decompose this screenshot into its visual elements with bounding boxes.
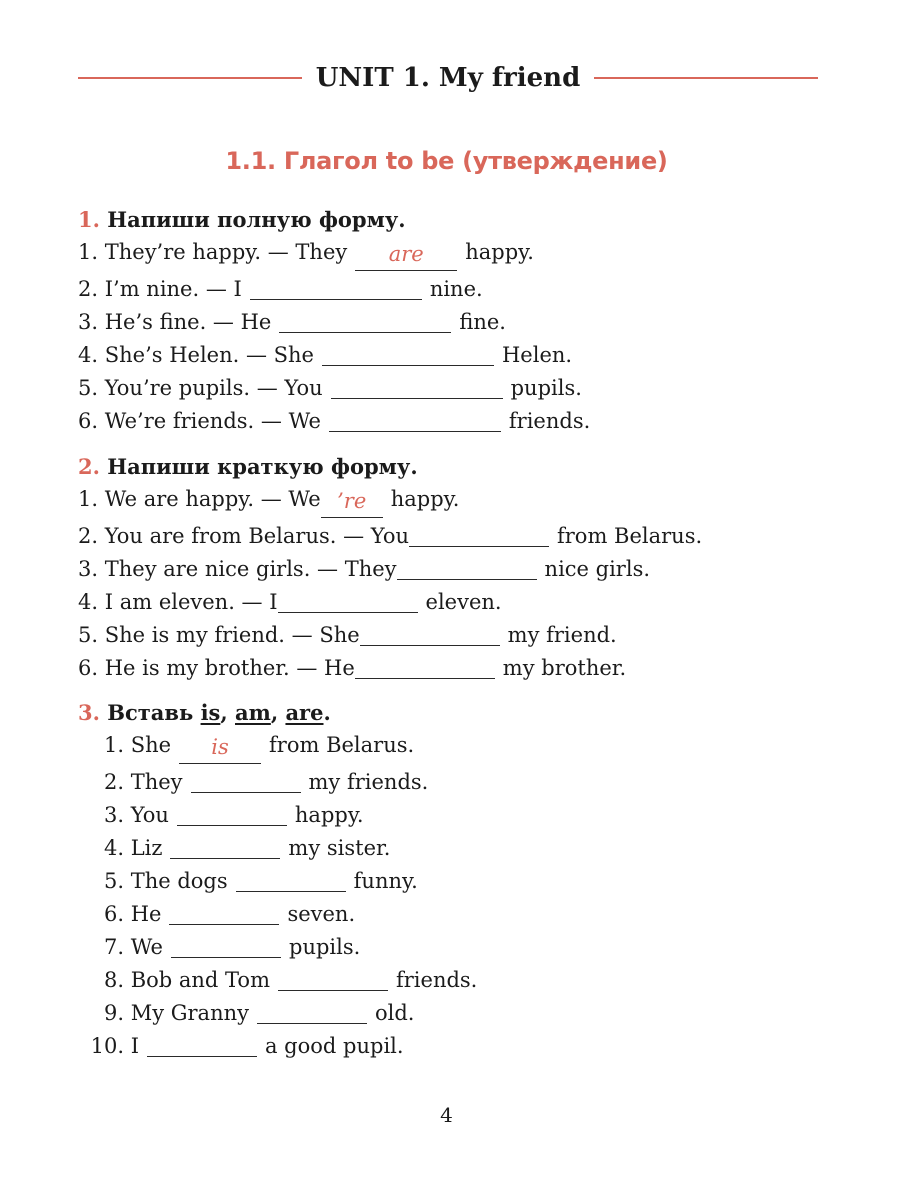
answer-blank[interactable] [331,372,503,399]
item-continuation: from Belarus. [557,524,703,548]
header-rule-left [78,77,302,79]
item-number: 4. [78,343,99,367]
unit-title: UNIT 1. My friend [315,63,581,93]
exercise-instruction: Напиши краткую форму. [107,454,418,479]
item-continuation: seven. [287,902,356,926]
exercise-number: 1. [78,207,100,232]
answer-blank[interactable] [360,619,500,646]
exercise-item [78,269,590,302]
exercise-item [78,236,590,269]
item-prompt: They’re happy. — They [104,240,348,264]
word-option: am [235,700,271,725]
answer-text: ’re [337,489,367,513]
exercise-item [78,335,590,368]
item-prompt: My Granny [130,1001,249,1025]
item-number: 1. [103,733,124,757]
item-continuation: nice girls. [544,557,651,581]
item-number: 5. [78,623,99,647]
item-prompt: She [130,733,172,757]
answer-blank[interactable] [170,832,280,859]
item-continuation: pupils. [510,376,582,400]
answer-text: are [388,242,424,266]
exercise-item [78,302,590,335]
exercise-item [78,401,590,434]
item-continuation: my friend. [507,623,617,647]
answer-blank[interactable] [179,737,261,764]
answer-blank[interactable] [171,931,281,958]
item-continuation: friends. [395,968,478,992]
answer-blank[interactable] [191,766,301,793]
item-prompt: Bob and Tom [130,968,270,992]
item-number: 5. [78,376,99,400]
exercise-item [78,1026,477,1059]
item-continuation: eleven. [425,590,502,614]
item-continuation: friends. [508,409,591,433]
exercise-number: 3. [78,700,100,725]
item-number: 3. [103,803,124,827]
item-number: 4. [78,590,99,614]
answer-blank[interactable] [321,491,383,518]
exercise-item [78,368,590,401]
word-option: is [200,700,221,725]
exercise-item [78,549,702,582]
item-prompt: You are from Belarus. — You [104,524,409,548]
answer-blank[interactable] [278,586,418,613]
item-continuation: happy. [390,487,460,511]
item-prompt: He [130,902,162,926]
answer-text: is [211,735,229,759]
answer-blank[interactable] [147,1030,257,1057]
exercise-1-heading [78,203,590,236]
exercise-item [78,861,477,894]
exercise-item [78,927,477,960]
item-prompt: He’s fine. — He [104,310,272,334]
item-number: 6. [103,902,124,926]
item-prompt: They [130,770,183,794]
answer-blank[interactable] [177,799,287,826]
exercise-item [78,993,477,1026]
exercise-item [78,582,702,615]
item-continuation: my friends. [308,770,429,794]
item-prompt: They are nice girls. — They [104,557,397,581]
exercise-item [78,762,477,795]
item-prompt: We are happy. — We [104,487,321,511]
item-number: 6. [78,409,99,433]
answer-blank[interactable] [397,553,537,580]
answer-blank[interactable] [409,520,549,547]
item-prompt: She’s Helen. — She [104,343,314,367]
answer-blank[interactable] [355,652,495,679]
item-continuation: my sister. [288,836,391,860]
item-number: 2. [78,524,99,548]
item-number: 4. [103,836,124,860]
item-number: 3. [78,557,99,581]
item-prompt: I’m nine. — I [104,277,242,301]
exercise-item [78,648,702,681]
item-continuation: a good pupil. [264,1034,404,1058]
exercise-item [78,729,477,762]
answer-blank[interactable] [322,339,494,366]
item-continuation: old. [374,1001,415,1025]
exercise-3 [78,696,477,1059]
exercise-item [78,960,477,993]
page-number: 4 [440,1103,453,1127]
item-prompt: You’re pupils. — You [104,376,323,400]
item-continuation: nine. [429,277,483,301]
exercise-2-heading [78,450,702,483]
item-number: 2. [78,277,99,301]
exercise-2 [78,450,702,681]
exercise-item [78,828,477,861]
section-title: 1.1. Глагол to be (утверждение) [225,147,668,175]
item-prompt: I [130,1034,139,1058]
answer-blank[interactable] [257,997,367,1024]
exercise-item [78,483,702,516]
exercise-number: 2. [78,454,100,479]
exercise-3-heading: 3. Вставь is, am, are. [78,700,331,725]
item-prompt: You [130,803,169,827]
item-prompt: We’re friends. — We [104,409,321,433]
answer-blank[interactable] [279,306,451,333]
item-prompt: I am eleven. — I [104,590,278,614]
exercise-item [78,516,702,549]
answer-blank[interactable] [355,244,457,271]
item-prompt: She is my friend. — She [104,623,360,647]
item-continuation: from Belarus. [269,733,415,757]
item-continuation: happy. [465,240,534,264]
item-number: 9. [103,1001,124,1025]
exercise-item [78,894,477,927]
word-option: are [285,700,324,725]
item-number: 5. [103,869,124,893]
unit-header [78,56,818,100]
item-continuation: Helen. [501,343,573,367]
item-prompt: We [130,935,163,959]
item-prompt: Liz [130,836,163,860]
item-number: 3. [78,310,99,334]
item-continuation: pupils. [289,935,361,959]
item-number: 10. [90,1034,124,1058]
answer-blank[interactable] [250,273,422,300]
item-continuation: funny. [353,869,418,893]
answer-blank[interactable] [329,405,501,432]
item-number: 1. [78,487,99,511]
item-number: 1. [78,240,99,264]
answer-blank[interactable] [278,964,388,991]
answer-blank[interactable] [236,865,346,892]
exercise-instruction: Вставь [107,700,194,725]
exercise-item [78,795,477,828]
header-rule-right [594,77,818,79]
exercise-item [78,615,702,648]
item-continuation: fine. [459,310,506,334]
item-number: 6. [78,656,99,680]
item-continuation: my brother. [502,656,627,680]
answer-blank[interactable] [169,898,279,925]
exercise-instruction: Напиши полную форму. [107,207,406,232]
item-number: 7. [103,935,124,959]
item-number: 8. [103,968,124,992]
item-prompt: He is my brother. — He [104,656,355,680]
item-continuation: happy. [294,803,364,827]
item-number: 2. [103,770,124,794]
exercise-1 [78,203,590,434]
item-prompt: The dogs [130,869,228,893]
